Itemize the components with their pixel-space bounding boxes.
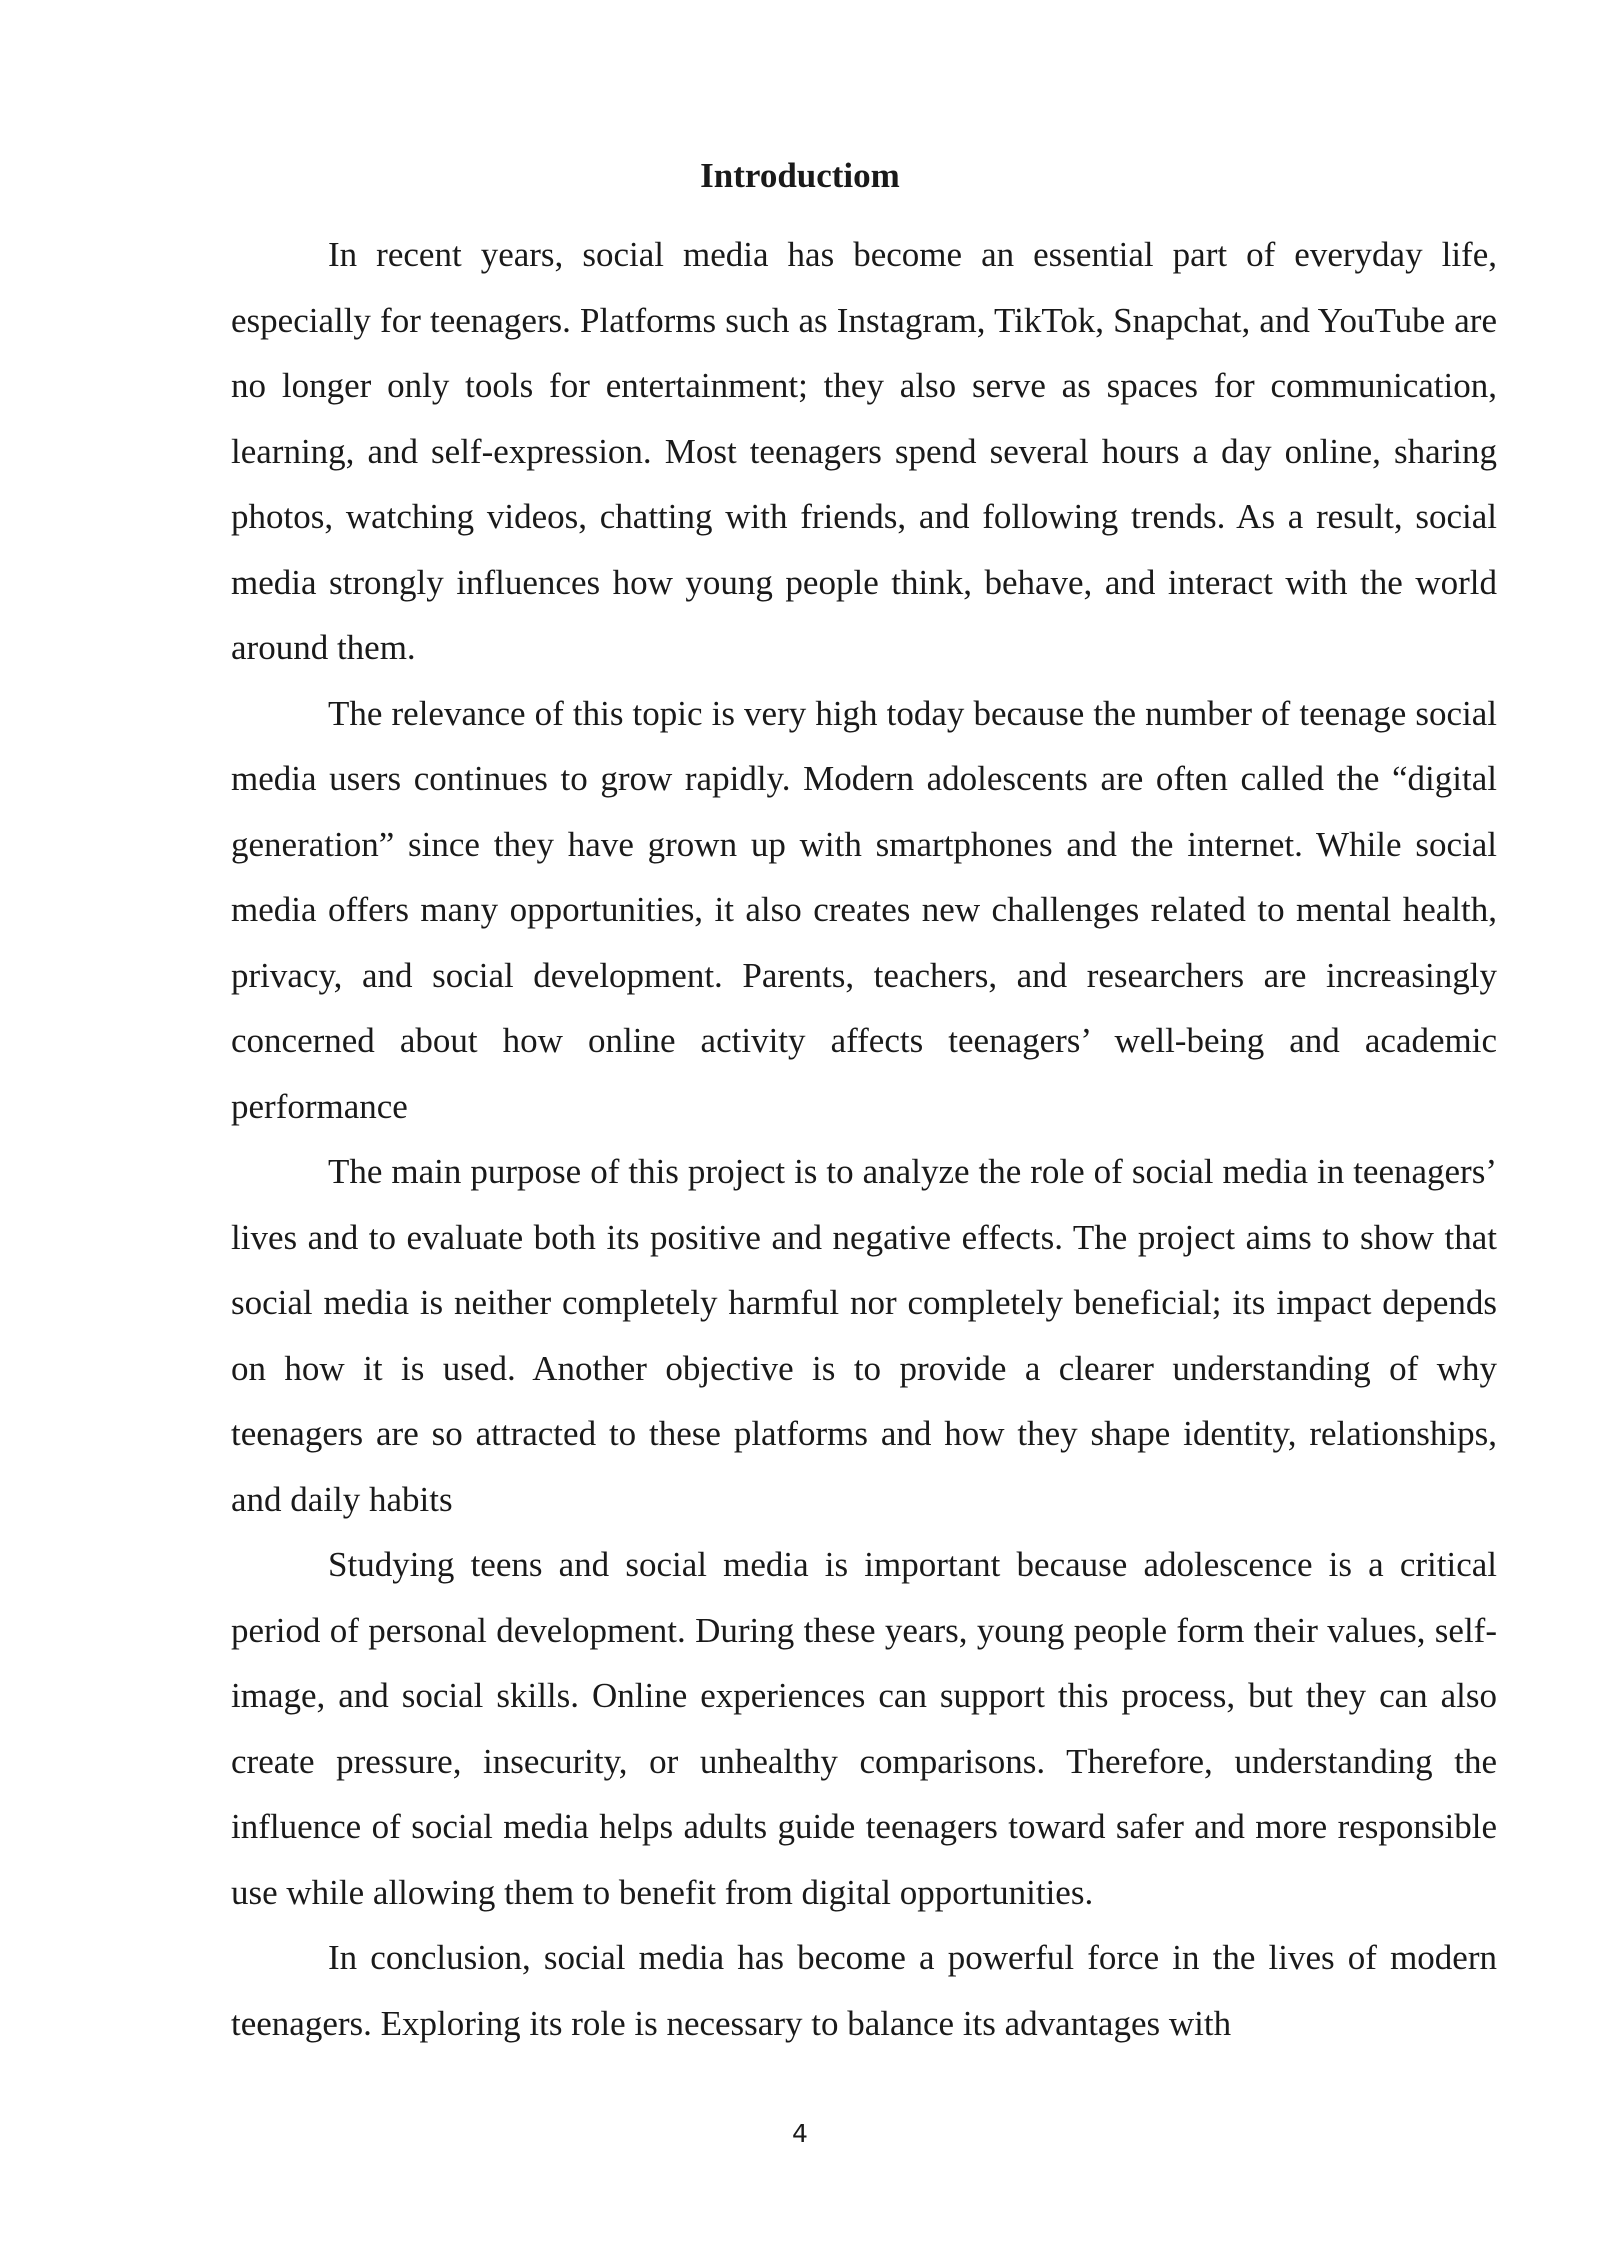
paragraph-importance: Studying teens and social media is important because adolescence is a critical period of personal development. During these years, young people form their values, self-image, and social skills. Online experiences can support this process, but they can also create pressure, insecurity, or unhealthy comparisons. Therefore, understanding the influence of social media helps adults guide teenagers toward safer and more responsible use while allowing them to benefit from digital opportunities. (231, 1545, 1497, 1912)
paragraph-purpose: The main purpose of this project is to analyze the role of social media in teenagers’ lives and to evaluate both its positive and negative effects. The project aims to show that social media is neither completely harmful nor completely beneficial; its impact depends on how it is used. Another objective is to provide a clearer understanding of why teenagers are so attracted to these platforms and how they shape identity, relationships, and daily habits (231, 1152, 1497, 1519)
body-text (231, 222, 1497, 2056)
page-number: 4 (792, 2119, 808, 2148)
paragraph-relevance: The relevance of this topic is very high today because the number of teenage social media users continues to grow rapidly. Modern adolescents are often called the “digital generation” since they have grown up with smartphones and the internet. While social media offers many opportunities, it also creates new challenges related to mental health, privacy, and social development. Parents, teachers, and researchers are increasingly concerned about how online activity affects teenagers’ well-being and academic performance (231, 693, 1497, 1126)
paragraph-intro: In recent years, social media has become an essential part of everyday life, especially for teenagers. Platforms such as Instagram, TikTok, Snapchat, and YouTube are no longer only tools for entertainment; they also serve as spaces for communication, learning, and self-expression. Most teenagers spend several hours a day online, sharing photos, watching videos, chatting with friends, and following trends. As a result, social media strongly influences how young people think, behave, and interact with the world around them. (231, 235, 1497, 667)
paragraph-conclusion: In conclusion, social media has become a powerful force in the lives of modern teenagers. Exploring its role is necessary to balance its advantages with (231, 1938, 1497, 2043)
page-title: Introductiom (700, 156, 900, 195)
